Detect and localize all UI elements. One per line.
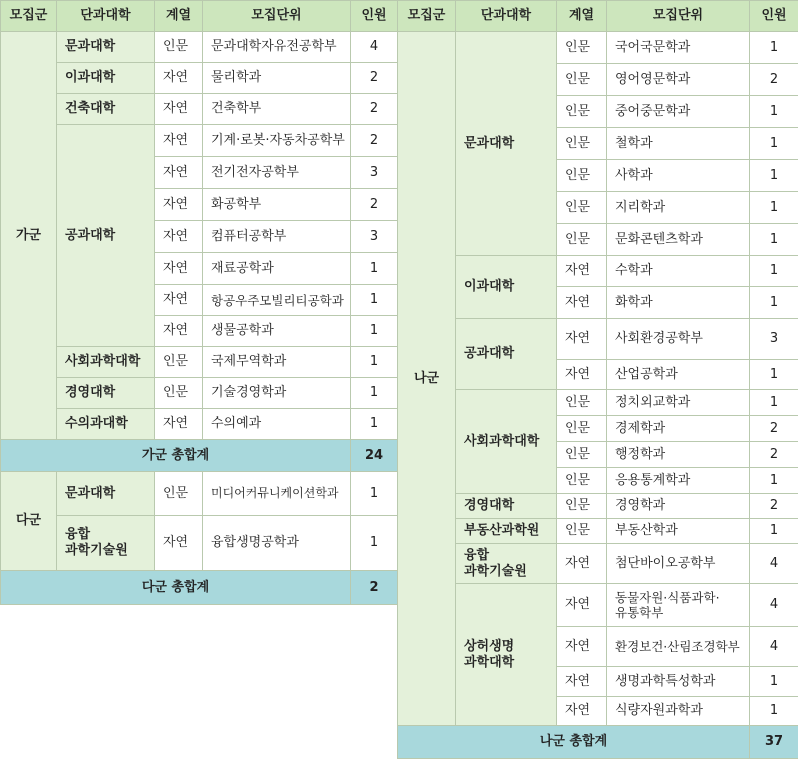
college-cell: 상허생명 과학대학: [456, 584, 557, 726]
track-cell: 인문: [557, 468, 607, 494]
count-cell: 1: [351, 516, 398, 571]
unit-cell: 동물자원·식품과학· 유통학부: [607, 584, 750, 627]
unit-cell: 물리학과: [203, 63, 351, 94]
header-row: [398, 1, 798, 32]
unit-cell: 첨단바이오공학부: [607, 544, 750, 584]
unit-cell: 사회환경공학부: [607, 319, 750, 360]
unit-cell: 지리학과: [607, 192, 750, 224]
track-cell: 인문: [155, 378, 203, 409]
track-cell: 자연: [155, 516, 203, 571]
unit-cell: 융합생명공학과: [203, 516, 351, 571]
track-cell: 자연: [155, 94, 203, 125]
track-cell: 인문: [557, 390, 607, 416]
track-cell: 인문: [155, 347, 203, 378]
group-cell: 다군: [1, 472, 57, 571]
count-cell: 2: [750, 494, 798, 519]
count-cell: 1: [750, 667, 798, 697]
college-cell: 공과대학: [57, 125, 155, 347]
unit-cell: 철학과: [607, 128, 750, 160]
unit-cell: 경제학과: [607, 416, 750, 442]
count-cell: 1: [750, 256, 798, 287]
unit-cell: 문화콘텐츠학과: [607, 224, 750, 256]
unit-cell: 식량자원과학과: [607, 697, 750, 726]
table-row: [1, 409, 398, 440]
college-cell: 경영대학: [456, 494, 557, 519]
unit-cell: 문과대학자유전공학부: [203, 32, 351, 63]
track-cell: 자연: [557, 256, 607, 287]
track-cell: 자연: [557, 697, 607, 726]
unit-cell: 영어영문학과: [607, 64, 750, 96]
unit-cell: 중어중문학과: [607, 96, 750, 128]
unit-cell: 화공학부: [203, 189, 351, 221]
count-cell: 1: [351, 347, 398, 378]
table-row: [398, 390, 798, 416]
college-cell: 부동산과학원: [456, 519, 557, 544]
count-cell: 1: [750, 192, 798, 224]
college-cell: 융합 과학기술원: [456, 544, 557, 584]
track-cell: 자연: [557, 319, 607, 360]
count-cell: 2: [750, 416, 798, 442]
count-cell: 3: [750, 319, 798, 360]
track-cell: 인문: [557, 128, 607, 160]
table-row: [398, 319, 798, 360]
header-college: 단과대학: [456, 1, 557, 32]
total-label: 다군 총합계: [1, 571, 351, 605]
table-row: [398, 494, 798, 519]
count-cell: 4: [750, 584, 798, 627]
college-cell: 수의과대학: [57, 409, 155, 440]
track-cell: 자연: [155, 63, 203, 94]
header-unit: 모집단위: [607, 1, 750, 32]
college-cell: 공과대학: [456, 319, 557, 390]
left-admissions-table: [0, 0, 398, 605]
unit-cell: 기술경영학과: [203, 378, 351, 409]
unit-cell: 행정학과: [607, 442, 750, 468]
header-college: 단과대학: [57, 1, 155, 32]
track-cell: 인문: [557, 192, 607, 224]
header-track: 계열: [155, 1, 203, 32]
count-cell: 1: [750, 519, 798, 544]
count-cell: 1: [351, 285, 398, 316]
track-cell: 자연: [155, 189, 203, 221]
unit-cell: 화학과: [607, 287, 750, 319]
table-row: [1, 516, 398, 571]
unit-cell: 건축학부: [203, 94, 351, 125]
count-cell: 1: [351, 409, 398, 440]
unit-cell: 생물공학과: [203, 316, 351, 347]
table-row: [1, 63, 398, 94]
track-cell: 인문: [557, 519, 607, 544]
count-cell: 1: [351, 316, 398, 347]
total-label: 가군 총합계: [1, 440, 351, 472]
track-cell: 자연: [557, 627, 607, 667]
college-cell: 사회과학대학: [57, 347, 155, 378]
table-row: [1, 94, 398, 125]
college-cell: 이과대학: [57, 63, 155, 94]
college-cell: 문과대학: [57, 472, 155, 516]
unit-cell: 정치외교학과: [607, 390, 750, 416]
college-cell: 문과대학: [57, 32, 155, 63]
unit-cell: 생명과학특성학과: [607, 667, 750, 697]
track-cell: 인문: [557, 32, 607, 64]
college-cell: 건축대학: [57, 94, 155, 125]
unit-cell: 미디어커뮤니케이션학과: [203, 472, 351, 516]
total-row: [1, 440, 398, 472]
count-cell: 4: [750, 627, 798, 667]
count-cell: 1: [750, 128, 798, 160]
group-cell: 가군: [1, 32, 57, 440]
unit-cell: 산업공학과: [607, 360, 750, 390]
unit-cell: 국제무역학과: [203, 347, 351, 378]
count-cell: 2: [351, 63, 398, 94]
unit-cell: 경영학과: [607, 494, 750, 519]
track-cell: 인문: [557, 224, 607, 256]
count-cell: 1: [750, 32, 798, 64]
table-row: [1, 347, 398, 378]
total-value: 37: [750, 726, 798, 759]
unit-cell: 컴퓨터공학부: [203, 221, 351, 253]
track-cell: 인문: [155, 472, 203, 516]
header-track: 계열: [557, 1, 607, 32]
group-cell: 나군: [398, 32, 456, 726]
track-cell: 자연: [557, 360, 607, 390]
unit-cell: 환경보건·산림조경학부: [607, 627, 750, 667]
count-cell: 1: [750, 697, 798, 726]
college-cell: 문과대학: [456, 32, 557, 256]
track-cell: 자연: [155, 285, 203, 316]
track-cell: 인문: [557, 416, 607, 442]
unit-cell: 국어국문학과: [607, 32, 750, 64]
track-cell: 인문: [557, 160, 607, 192]
count-cell: 2: [750, 442, 798, 468]
college-cell: 융합 과학기술원: [57, 516, 155, 571]
count-cell: 1: [351, 253, 398, 285]
count-cell: 1: [351, 472, 398, 516]
track-cell: 자연: [155, 221, 203, 253]
table-row: [398, 32, 798, 64]
count-cell: 1: [750, 287, 798, 319]
table-row: [398, 544, 798, 584]
count-cell: 2: [750, 64, 798, 96]
track-cell: 자연: [155, 157, 203, 189]
total-value: 2: [351, 571, 398, 605]
count-cell: 2: [351, 125, 398, 157]
college-cell: 사회과학대학: [456, 390, 557, 494]
track-cell: 자연: [155, 253, 203, 285]
track-cell: 인문: [155, 32, 203, 63]
unit-cell: 재료공학과: [203, 253, 351, 285]
count-cell: 1: [750, 390, 798, 416]
total-value: 24: [351, 440, 398, 472]
total-row: [1, 571, 398, 605]
track-cell: 인문: [557, 494, 607, 519]
unit-cell: 응용통계학과: [607, 468, 750, 494]
count-cell: 1: [750, 224, 798, 256]
count-cell: 2: [351, 94, 398, 125]
table-row: [398, 519, 798, 544]
table-row: [1, 125, 398, 157]
track-cell: 인문: [557, 64, 607, 96]
track-cell: 자연: [557, 287, 607, 319]
unit-cell: 항공우주모빌리티공학과: [203, 285, 351, 316]
unit-cell: 수학과: [607, 256, 750, 287]
header-group: 모집군: [1, 1, 57, 32]
unit-cell: 전기전자공학부: [203, 157, 351, 189]
table-row: [1, 32, 398, 63]
track-cell: 자연: [557, 544, 607, 584]
count-cell: 3: [351, 157, 398, 189]
count-cell: 1: [750, 360, 798, 390]
table-row: [1, 378, 398, 409]
count-cell: 1: [750, 160, 798, 192]
total-row: [398, 726, 798, 759]
header-unit: 모집단위: [203, 1, 351, 32]
header-row: [1, 1, 398, 32]
college-cell: 경영대학: [57, 378, 155, 409]
right-admissions-table: [397, 0, 798, 759]
unit-cell: 수의예과: [203, 409, 351, 440]
table-row: [1, 472, 398, 516]
table-row: [398, 256, 798, 287]
unit-cell: 부동산학과: [607, 519, 750, 544]
count-cell: 2: [351, 189, 398, 221]
track-cell: 자연: [155, 125, 203, 157]
table-row: [398, 584, 798, 627]
track-cell: 자연: [155, 316, 203, 347]
count-cell: 1: [351, 378, 398, 409]
count-cell: 1: [750, 96, 798, 128]
track-cell: 자연: [155, 409, 203, 440]
header-count: 인원: [750, 1, 798, 32]
college-cell: 이과대학: [456, 256, 557, 319]
track-cell: 인문: [557, 96, 607, 128]
count-cell: 4: [351, 32, 398, 63]
unit-cell: 기계·로봇·자동차공학부: [203, 125, 351, 157]
header-group: 모집군: [398, 1, 456, 32]
total-label: 나군 총합계: [398, 726, 750, 759]
track-cell: 인문: [557, 442, 607, 468]
header-count: 인원: [351, 1, 398, 32]
count-cell: 1: [750, 468, 798, 494]
count-cell: 4: [750, 544, 798, 584]
track-cell: 자연: [557, 584, 607, 627]
track-cell: 자연: [557, 667, 607, 697]
unit-cell: 사학과: [607, 160, 750, 192]
count-cell: 3: [351, 221, 398, 253]
